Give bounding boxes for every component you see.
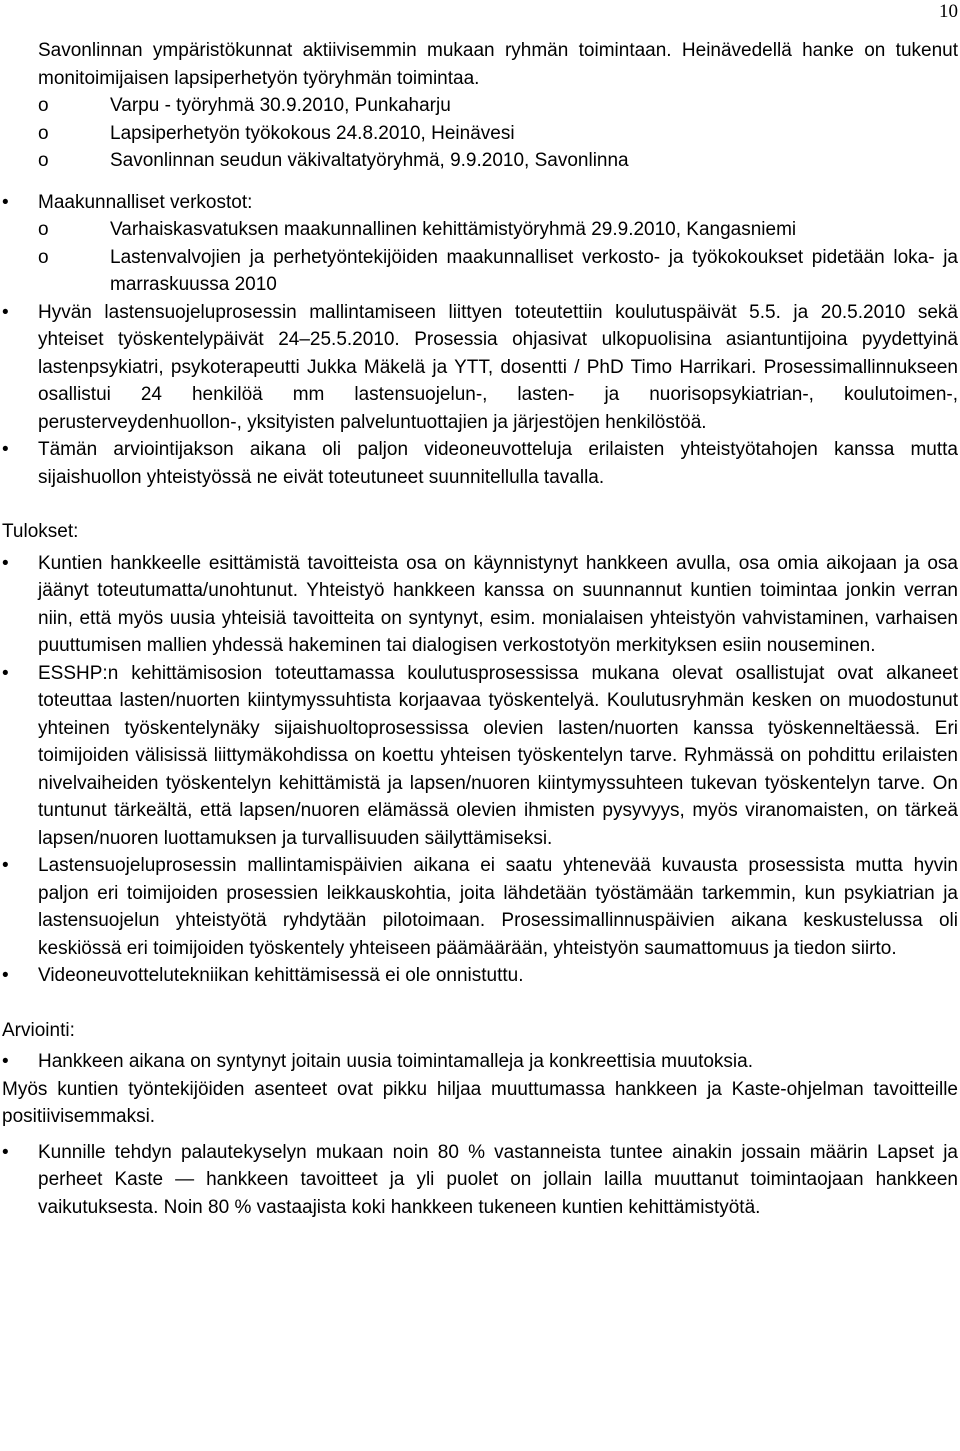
bullet-item-evaluation-1: • Hankkeen aikana on syntynyt joitain uusia toimintamalleja ja konkreettisia muutoksia. [0, 1048, 958, 1076]
bullet-item-networks: • Maakunnalliset verkostot: [0, 189, 958, 217]
list-item: o Varpu - työryhmä 30.9.2010, Punkaharju [0, 92, 958, 120]
circle-bullet-icon: o [38, 150, 49, 171]
circle-bullet-icon: o [38, 122, 49, 144]
results-heading: Tulokset: [2, 521, 79, 542]
networks-sub-list [0, 216, 958, 299]
list-item: o Lastenvalvojien ja perhetyöntekijöiden maakunnalliset verkosto- ja työkokoukset pidetään loka- ja marraskuussa 2010 [0, 244, 958, 299]
bullet-icon: • [2, 191, 9, 213]
bullet-icon: • [2, 855, 9, 876]
evaluation-paragraph: Myös kuntien työntekijöiden asenteet ovat pikku hiljaa muuttumassa hankkeen ja Kaste-ohjelman tavoitteille positiivisemmaksi. [2, 1078, 958, 1127]
circle-bullet-icon: o [38, 246, 49, 268]
bullet-icon: • [2, 552, 9, 574]
bullet-item-result-1: • Kuntien hankkeelle esittämistä tavoitteista osa on käynnistynyt hankkeen avulla, osa omia aikojaan ja osa jäänyt toteutumatta/unohtunut. Yhteistyö hankkeen kanssa on suunnannut kuntien toimintaa jonkin verran niin, että myös uusia yhteisiä tavoitteita on syntynyt, esim. monialaisen yhteistyön vahvistaminen, varhaisen puuttumisen mallien yhdessä hakeminen tai dialogisen verkostotyön merkityksen esiin nouseminen. [0, 550, 958, 660]
page-number: 10 [939, 1, 958, 22]
bullet-item-result-3: • Lastensuojeluprosessin mallintamispäivien aikana ei saatu yhtenevää kuvausta prosessista mutta hyvin paljon eri toimijoiden prosessien leikkauskohtia, joita lähdetään työstämään tarkemmin, kun psykiatrian ja lastensuojelun yhteistyötä ryhdytään pilotoimaan. Prosessimallinnuspäivien aikana keskustelussa oli keskiössä eri toimijoiden työskentely yhteiseen päämäärään, yhteistyön saumattomuus ja tiedon siirto. [0, 852, 958, 962]
bullet-icon: • [2, 662, 9, 684]
evaluation-heading: Arviointi: [2, 1019, 75, 1041]
document-body [0, 37, 958, 1221]
bullet-item-process-modelling: • Hyvän lastensuojeluprosessin mallintamiseen liittyen toteutettiin koulutuspäivät 5.5. ja 20.5.2010 sekä yhteiset työskentelypäivät 24–25.5.2010. Prosessia ohjasivat ulkopuolisina asiantuntijoina pyydettyinä lastenpsykiatri, psykoterapeutti Jukka Mäkelä ja YTT, dosentti / PhD Timo Harrikari. Prosessimallinnukseen osallistui 24 henkilöä mm lastensuojelun-, lasten- ja nuorisopsykiatrian-, koulutoimen-, perusterveydenhuollon-, yksityisten palveluntuottajien ja järjestöjen henkilöstöä. [0, 299, 958, 437]
circle-bullet-icon: o [38, 95, 49, 116]
intro-paragraph: Savonlinnan ympäristökunnat aktiivisemmin mukaan ryhmän toimintaan. Heinävedellä hanke on tukenut monitoimijaisen lapsiperhetyön työryhmän toimintaa. [38, 40, 958, 89]
circle-bullet-icon: o [38, 219, 49, 240]
bullet-item-result-2: • ESSHP:n kehittämisosion toteuttamassa koulutusprosessissa mukana olevat osallistujat ovat alkaneet toteuttaa lasten/nuorten kiintymyssuhtista korjaavaa työskentelyä. Koulutusryhmän kesken on muodostunut yhteinen työskentelynäky sijaishuoltoprosessissa olevien lasten/nuorten kanssa työskenneltäessä. Eri toimijoiden välisissä liittymäkohdissa on koettu yhteisen työskentelyn tarve. Ryhmässä on pohdittu erilaisten nivelvaiheiden työskentelyn kehittämistä ja lapsen/nuoren kiintymyssuhteen tukevan työskentelyn tarve. On tuntunut tärkeältä, että lapsen/nuoren elämässä olevien ihmisten pysyvyys, myös viranomaisten, on tärkeä lapsen/nuoren luottamuksen ja turvallisuuden säilyttämiseksi. [0, 660, 958, 853]
list-item: o Savonlinnan seudun väkivaltatyöryhmä, 9.9.2010, Savonlinna [0, 147, 958, 175]
bullet-item-result-4: • Videoneuvottelutekniikan kehittämisessä ei ole onnistuttu. [0, 962, 958, 990]
bullet-item-video-conferences: • Tämän arviointijakson aikana oli paljon videoneuvotteluja erilaisten yhteistyötahojen kanssa mutta sijaishuollon yhteistyössä ne eivät toteutuneet suunnitellulla tavalla. [0, 436, 958, 491]
bullet-icon: • [2, 1141, 9, 1163]
bullet-icon: • [2, 965, 9, 986]
list-item: o Lapsiperhetyön työkokous 24.8.2010, Heinävesi [0, 120, 958, 148]
bullet-icon: • [2, 1051, 9, 1072]
bullet-item-evaluation-2: • Kunnille tehdyn palautekyselyn mukaan noin 80 % vastanneista tuntee ainakin jossain määrin Lapset ja perheet Kaste — hankkeen tavoitteet ja yli puolet on jollain lailla muuttanut toimintaojaan hankkeen vaikutuksesta. Noin 80 % vastaajista koki hankkeen tukeneen kuntien kehittämistyötä. [0, 1139, 958, 1222]
bullet-icon: • [2, 301, 9, 323]
list-item: o Varhaiskasvatuksen maakunnallinen kehittämistyöryhmä 29.9.2010, Kangasniemi [0, 216, 958, 244]
bullet-icon: • [2, 439, 9, 460]
intro-sub-list [0, 92, 958, 175]
